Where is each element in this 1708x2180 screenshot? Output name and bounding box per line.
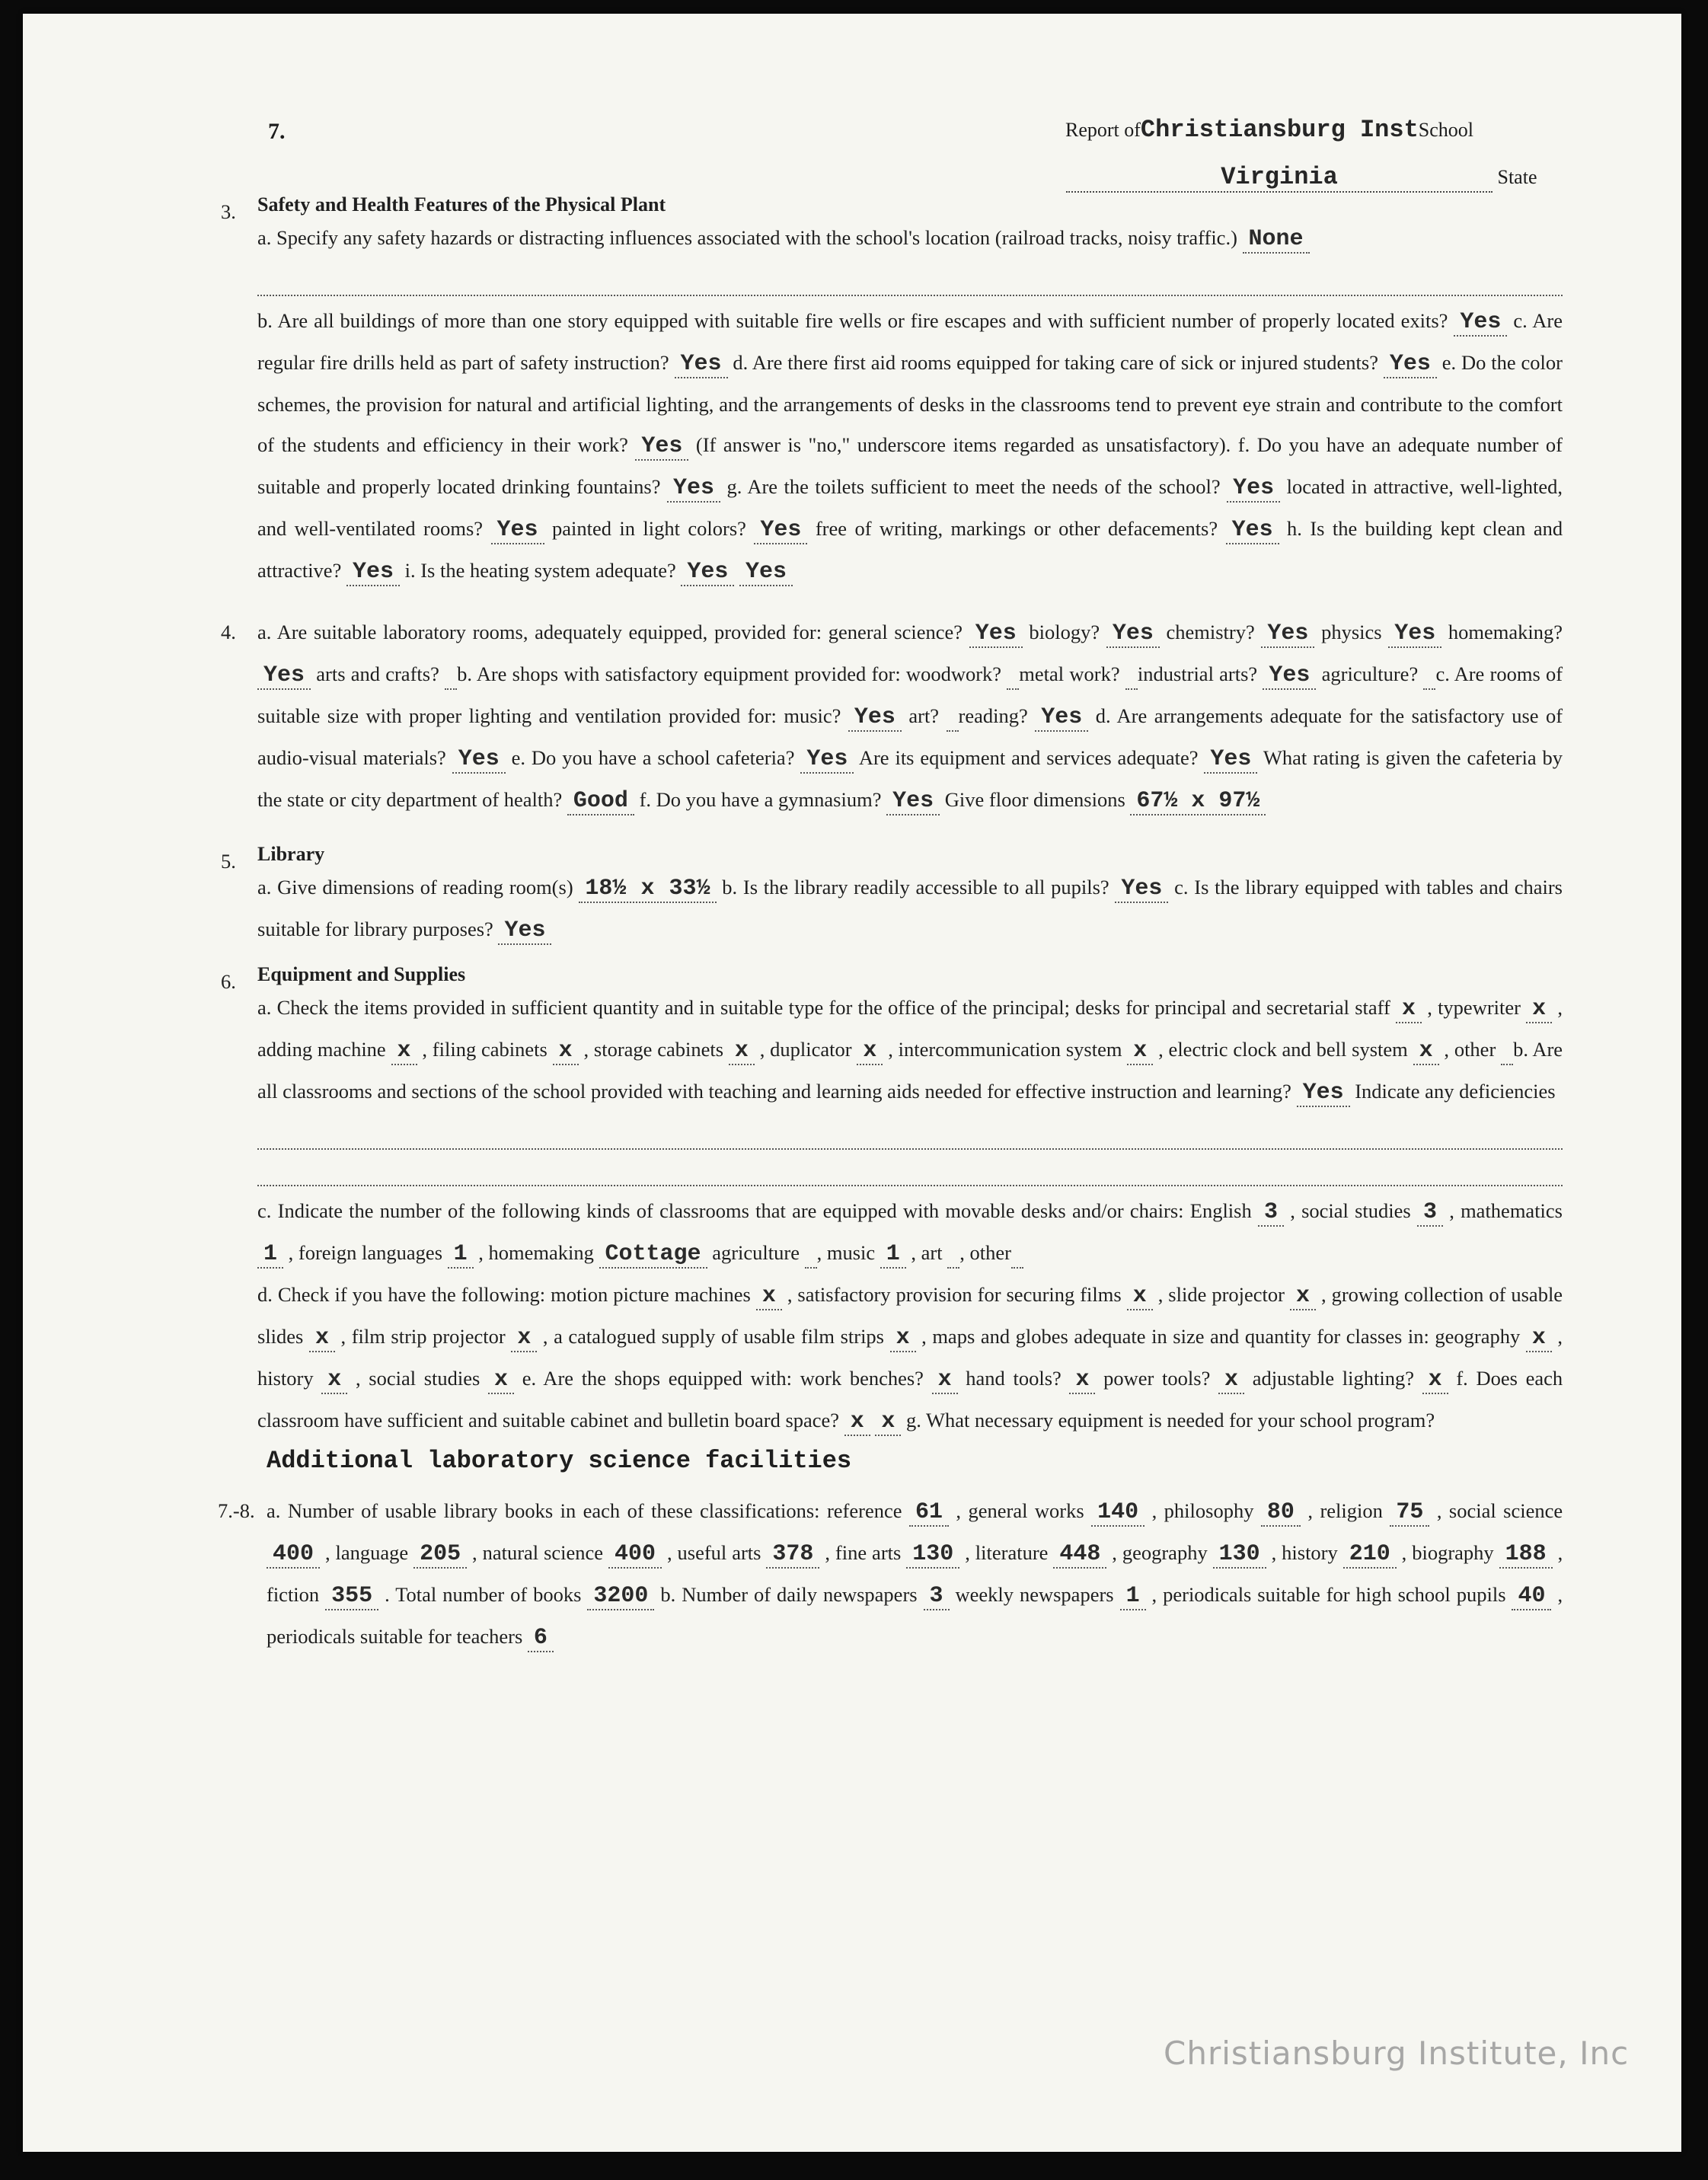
count: 130 <box>1213 1541 1266 1569</box>
blank-line <box>257 1150 1563 1186</box>
answer: Yes <box>754 517 807 544</box>
count: 355 <box>325 1583 378 1610</box>
count: 75 <box>1390 1499 1429 1527</box>
check: x <box>1127 1283 1153 1310</box>
answer: Yes <box>498 918 551 945</box>
section-number: 4. <box>221 621 236 643</box>
section-7-8: 7.-8. a. Number of usable library books in each of these classifications: reference 61 , general works 140 , philosophy 80 , religion 75 , social science 400 , language 205 , natural science 400 , useful arts 378 , fine arts 130 , literature 448 , geography 130 , history 210 , biography 188 , fiction 355 . Total number of books 3200 b. Number of daily newspapers 3 weekly newspapers 1 , periodicals suitable for high school pupils 40 , periodicals suitable for teachers 6 <box>228 1491 1563 1658</box>
count: 80 <box>1261 1499 1301 1527</box>
answer: Yes <box>257 662 311 690</box>
answer: Yes <box>1263 662 1316 690</box>
answer: 3 <box>1417 1199 1443 1227</box>
blank-line <box>257 260 1563 296</box>
answer <box>1007 662 1019 690</box>
count: 140 <box>1091 1499 1145 1527</box>
form-body <box>218 192 1563 1658</box>
answer <box>947 1241 959 1269</box>
answer: Yes <box>1204 746 1257 774</box>
section-6: 6. Equipment and Supplies a. Check the items provided in sufficient quantity and in suitable type for the office of the principal; desks for principal and secretarial staff x , typewriter x , adding machine x , filing cabinets x , storage cabinets x , duplicator x , intercommunication system x , electric clock and bell system x , other b. Are all classrooms and sections of the school provided with teaching and learning aids needed for effective instruction and learning? Yes Indicate any deficiencies c. Indicate the number of the following kinds of classrooms that are equipped with movable desks and/or chairs: English 3 , social studies 3 , mathematics 1 , foreign languages 1 , homemaking Cottage agriculture , music 1 , art , other d. Check if you have the following: motion picture machines x , satisfactory provision for securing films x , slide projector x , growing collection of usable slides x , film strip projector x , a catalogued supply of usable film strips x , maps and globes adequate in size and quantity for classes in: geography x , history x , social studies x e. Are the shops equipped with: work benches? x hand tools? x power tools? x adjustable lighting? x f. Does each classroom have sufficient and suitable cabinet and bulletin board space? x x g. What necessary equipment is needed for your school program? Additional laboratory science facilities <box>228 962 1563 1480</box>
check: x <box>553 1038 579 1065</box>
count: 6 <box>528 1625 554 1652</box>
check: x <box>1290 1283 1316 1310</box>
school-name: Christiansburg Inst <box>1140 116 1419 144</box>
answer <box>1501 1038 1513 1065</box>
state-name: Virginia <box>1066 163 1493 193</box>
check: x <box>1422 1367 1448 1394</box>
check: x <box>1218 1367 1244 1394</box>
count: 3 <box>924 1583 950 1610</box>
answer: Yes <box>1297 1080 1350 1107</box>
answer: Yes <box>635 433 688 461</box>
section-3: 3. Safety and Health Features of the Physical Plant a. Specify any safety hazards or distracting influences associated with the school's location (railroad tracks, noisy traffic.) None b. Are all buildings of more than one story equipped with suitable fire wells or fire escapes and with sufficient number of properly located exits? Yes c. Are regular fire drills held as part of safety instruction? Yes d. Are there first aid rooms equipped for taking care of sick or injured students? Yes e. Do the color schemes, the provision for natural and artificial lighting, and the arrangements of desks in the classrooms tend to prevent eye strain and contribute to the comfort of the students and efficiency in their work? Yes (If answer is "no," underscore items regarded as unsatisfactory). f. Do you have an adequate number of suitable and properly located drinking fountains? Yes g. Are the toilets sufficient to meet the needs of the school? Yes located in attractive, well-lighted, and well-ventilated rooms? Yes painted in light colors? Yes free of writing, markings or other defacements? Yes h. Is the building kept clean and attractive? Yes i. Is the heating system adequate? Yes Yes <box>221 193 1563 585</box>
check: x <box>857 1038 883 1065</box>
state-line <box>1066 163 1537 193</box>
answer <box>1423 662 1435 690</box>
section-number: 3. <box>221 200 236 223</box>
count: 400 <box>267 1541 320 1569</box>
count: 188 <box>1499 1541 1553 1569</box>
answer: Yes <box>1384 351 1437 378</box>
equipment-needed: Additional laboratory science facilities <box>267 1447 852 1475</box>
answer: Yes <box>1106 621 1160 648</box>
section-4: 4. a. Are suitable laboratory rooms, adequately equipped, provided for: general science? Yes biology? Yes chemistry? Yes physics Yes homemaking? Yes arts and crafts? b. Are shops with satisfactory equipment provided for: woodwork? metal work? industrial arts? Yes agriculture? c. Are rooms of suitable size with proper lighting and ventilation provided for: music? Yes art? reading? Yes d. Are arrangements adequate for the satisfactory use of audio-visual materials? Yes e. Do you have a school cafeteria? Yes Are its equipment and services adequate? Yes What rating is given the cafeteria by the state or city department of health? Good f. Do you have a gymnasium? Yes Give floor dimensions 67½ x 97½ <box>228 612 1563 822</box>
answer: Yes <box>1227 475 1280 503</box>
answer: Yes <box>675 351 728 378</box>
answer: Yes <box>1388 621 1441 648</box>
answer: Good <box>567 788 634 816</box>
check: x <box>391 1038 417 1065</box>
count: 210 <box>1343 1541 1397 1569</box>
state-label: State <box>1497 166 1537 188</box>
section-heading: Safety and Health Features of the Physical Plant <box>257 193 666 215</box>
count: 448 <box>1053 1541 1106 1569</box>
answer: Yes <box>848 704 902 732</box>
count: 3200 <box>587 1583 654 1610</box>
answer: Yes <box>1226 517 1279 544</box>
answer <box>1125 662 1138 690</box>
answer <box>947 704 959 732</box>
page-number: 7. <box>268 119 286 144</box>
count: 61 <box>909 1499 949 1527</box>
section-5: 5. Library a. Give dimensions of reading room(s) 18½ x 33½ b. Is the library readily accessible to all pupils? Yes c. Is the library equipped with tables and chairs suitable for library purposes? Yes <box>221 843 1563 943</box>
section-text: a. Specify any safety hazards or distracting influences associated with the school's location (railroad tracks, noisy traffic.) None <box>228 218 1563 260</box>
section-number: 6. <box>221 970 236 993</box>
answer: 1 <box>448 1241 474 1269</box>
answer: Yes <box>667 475 720 503</box>
check: x <box>1069 1367 1095 1394</box>
answer: 18½ x 33½ <box>579 876 716 903</box>
check: x <box>729 1038 755 1065</box>
section-heading: Equipment and Supplies <box>257 963 466 985</box>
count: 378 <box>766 1541 819 1569</box>
answer: Yes <box>1261 621 1314 648</box>
answer: Yes <box>346 559 400 586</box>
answer: Yes <box>800 746 854 774</box>
check: x <box>875 1409 901 1436</box>
answer <box>445 662 457 690</box>
answer: Yes <box>1115 876 1168 903</box>
document-page <box>23 14 1681 2152</box>
check: x <box>890 1325 916 1352</box>
check: x <box>309 1325 335 1352</box>
count: 130 <box>906 1541 959 1569</box>
count: 205 <box>413 1541 467 1569</box>
report-of-label: Report of <box>1065 119 1141 141</box>
answer: 67½ x 97½ <box>1130 788 1266 816</box>
count: 400 <box>608 1541 662 1569</box>
answer: Yes <box>452 746 506 774</box>
section-heading: Library <box>257 843 325 865</box>
check: x <box>844 1409 870 1436</box>
check: x <box>1127 1038 1153 1065</box>
count: 1 <box>1120 1583 1146 1610</box>
check: x <box>756 1283 782 1310</box>
school-label: School <box>1418 119 1474 141</box>
answer: Yes <box>1035 704 1088 732</box>
answer <box>805 1241 817 1269</box>
answer: None <box>1243 226 1310 254</box>
answer: Yes <box>681 559 734 586</box>
check: x <box>1526 996 1552 1023</box>
check: x <box>1526 1325 1552 1352</box>
check: x <box>1396 996 1422 1023</box>
answer: 3 <box>1258 1199 1284 1227</box>
watermark: Christiansburg Institute, Inc <box>1164 2035 1630 2072</box>
check: x <box>932 1367 958 1394</box>
answer: Yes <box>491 517 544 544</box>
section-number: 7.-8. <box>218 1499 255 1522</box>
answer <box>1011 1241 1023 1269</box>
answer: 1 <box>257 1241 283 1269</box>
report-of-line <box>1065 116 1473 144</box>
section-number: 5. <box>221 850 236 873</box>
answer: Yes <box>1454 309 1507 337</box>
answer: 1 <box>880 1241 906 1269</box>
answer: Yes <box>886 788 940 816</box>
answer: Yes <box>739 559 793 586</box>
check: x <box>511 1325 537 1352</box>
check: x <box>1413 1038 1439 1065</box>
count: 40 <box>1512 1583 1551 1610</box>
answer: Yes <box>969 621 1023 648</box>
blank-line <box>257 1113 1563 1150</box>
check: x <box>321 1367 347 1394</box>
check: x <box>488 1367 514 1394</box>
answer: Cottage <box>599 1241 707 1269</box>
